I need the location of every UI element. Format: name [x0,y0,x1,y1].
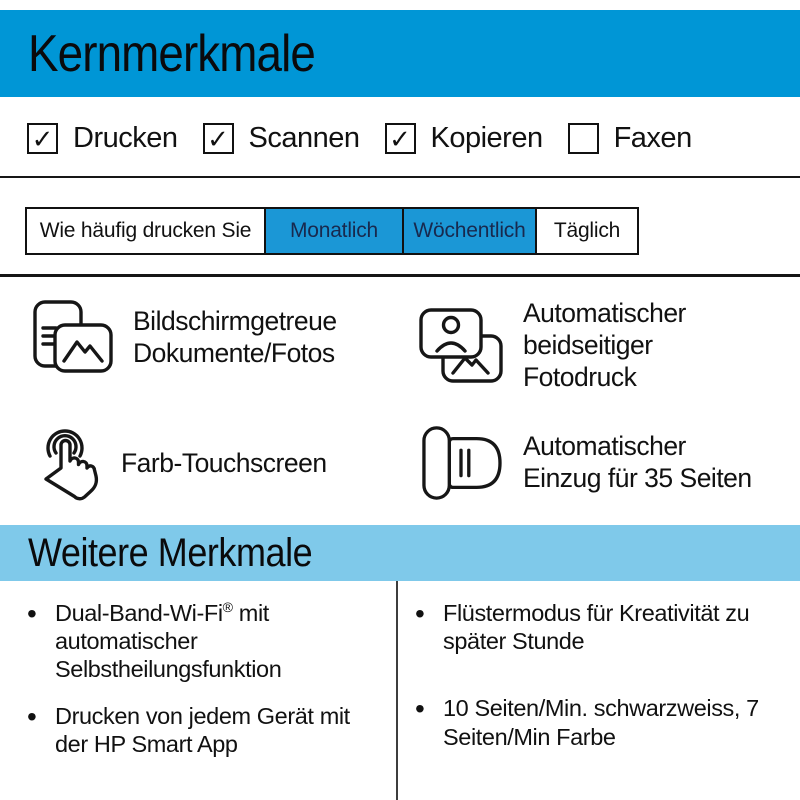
frequency-option-woechentlich[interactable]: Wöchentlich [402,209,535,253]
document-feeder-icon [415,424,507,502]
divider-line [0,176,800,178]
feature-text: Farb-Touchscreen [121,448,327,479]
feature-documents-photos [25,298,337,378]
feature-text: Bildschirmgetreue Dokumente/Fotos [133,306,337,368]
frequency-option-taeglich[interactable]: Täglich [535,209,637,253]
checkbox-label: Drucken [73,122,178,154]
list-item: • Drucken von jedem Gerät mit der HP Smart App [25,702,373,758]
feature-duplex-photo-print [415,298,686,393]
checkbox-item-scannen[interactable] [203,122,360,155]
checkbox-unchecked-icon[interactable] [568,123,599,154]
secondary-title: Weitere Merkmale [28,530,313,575]
checkbox-label: Scannen [248,122,360,154]
checkbox-label: Kopieren [430,122,543,154]
checkbox-item-faxen[interactable] [568,122,692,155]
page-title: Kernmerkmale [28,24,315,83]
checkbox-item-kopieren[interactable] [385,122,543,155]
more-features-right-list [413,599,785,751]
duplex-photo-print-icon [415,306,507,386]
checkbox-item-drucken[interactable] [27,122,178,155]
divider-line [0,274,800,277]
frequency-option-monatlich[interactable]: Monatlich [264,209,402,253]
more-features-left-list [25,599,373,758]
print-frequency-selector [25,207,639,255]
touchscreen-icon [25,418,105,510]
list-item: • 10 Seiten/Min. schwarzweiss, 7 Seiten/Min Farbe [413,694,785,750]
capability-checkbox-row [27,122,692,155]
primary-banner [0,10,800,97]
column-divider [396,581,398,800]
feature-auto-document-feeder [415,424,752,502]
checkbox-label: Faxen [613,122,692,154]
checkbox-checked-icon[interactable]: ✓ [385,123,416,154]
list-item: • Flüstermodus für Kreativität zu später Stunde [413,599,785,655]
list-item: • Dual-Band-Wi-Fi® mit automatischer Selbstheilungsfunktion [25,599,373,684]
feature-text: Automatischer Einzug für 35 Seiten [523,431,752,493]
checkbox-checked-icon[interactable]: ✓ [27,123,58,154]
documents-photos-icon [25,298,117,378]
feature-text: Automatischer beidseitiger Fotodruck [523,298,686,392]
checkbox-checked-icon[interactable]: ✓ [203,123,234,154]
frequency-selector-label: Wie häufig drucken Sie [39,219,252,242]
secondary-banner [0,525,800,581]
feature-color-touchscreen [25,418,327,510]
